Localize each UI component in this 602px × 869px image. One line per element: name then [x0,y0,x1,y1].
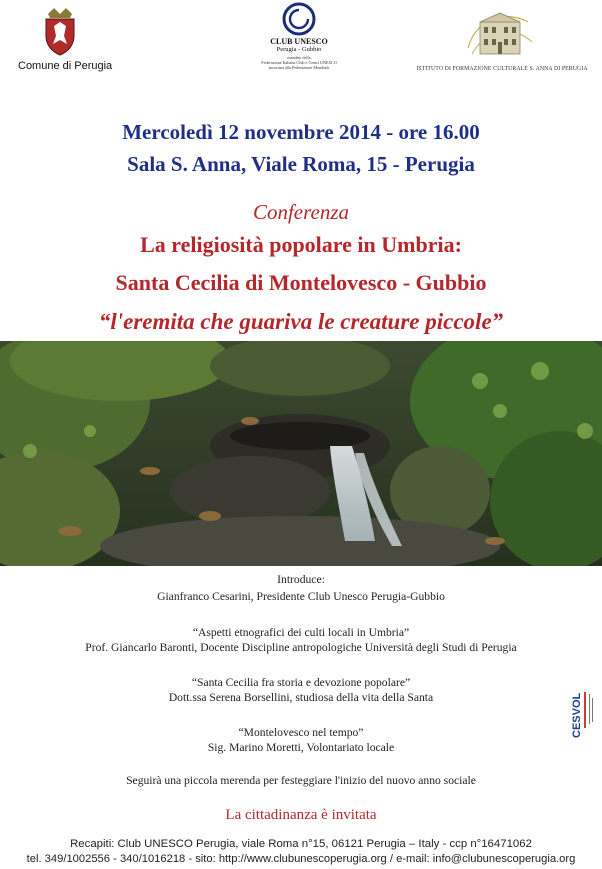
closing-note: Seguirà una piccola merenda per festeggiare l'inizio del nuovo anno sociale [126,774,476,787]
cesvol-logo-text: CESVOL [571,692,583,738]
unesco-city: Perugia - Gubbio [276,46,322,53]
talk-title: “Aspetti etnografici dei culti locali in Umbria” [192,626,410,639]
waterfall-photo [0,341,602,566]
event-subtitle-quote: “l'eremita che guariva le creature piccole” [98,309,504,334]
talk-speaker: Prof. Giancarlo Baronti, Docente Discipline antropologiche Università degli Studi di Perugia [85,641,517,654]
cesvol-logo [566,676,600,740]
unesco-affiliation: membro della Federazione Italiana Club e Centri UNESCO associata alla Federazione Mondiale [261,55,337,70]
event-venue: Sala S. Anna, Viale Roma, 15 - Perugia [127,152,475,176]
event-title-line-2: Santa Cecilia di Montelovesco - Gubbio [115,270,487,295]
introducer: Gianfranco Cesarini, Presidente Club Unesco Perugia-Gubbio [157,590,445,603]
talk-speaker: Sig. Marino Moretti, Volontariato locale [207,741,395,754]
event-date: Mercoledì 12 novembre 2014 - ore 16.00 [122,120,480,144]
invitation: La cittadinanza è invitata [225,807,377,823]
event-type-label: Conferenza [252,200,350,224]
istituto-sant-anna-logo [404,8,600,78]
unesco-ring-icon [282,2,316,36]
building-icon [466,8,534,62]
introduce-label: Introduce: [277,573,325,586]
talk-title: “Montelovesco nel tempo” [238,726,364,739]
contacts-address: Recapiti: Club UNESCO Perugia, viale Roma n°15, 06121 Perugia – Italy - ccp n°16471062 [70,838,532,850]
talk-title: “Santa Cecilia fra storia e devozione popolare” [191,676,411,689]
event-title-line-1: La religiosità popolare in Umbria: [140,232,462,257]
unesco-name: CLUB UNESCO [270,37,328,46]
istituto-label: ISTITUTO DI FORMAZIONE CULTURALE S. ANNA DI PERUGIA [416,66,588,72]
comune-label: Comune di Perugia [18,60,113,72]
comune-perugia-logo [18,6,113,72]
club-unesco-logo [244,2,354,90]
contacts-phone-web: tel. 349/1002556 - 340/1016218 - sito: http://www.clubunescoperugia.org / e-mail: info@clubunescoperugia.org [26,853,576,865]
talk-speaker: Dott.ssa Serena Borsellini, studiosa della vita della Santa [168,691,434,704]
perugia-crest-icon [40,6,80,56]
